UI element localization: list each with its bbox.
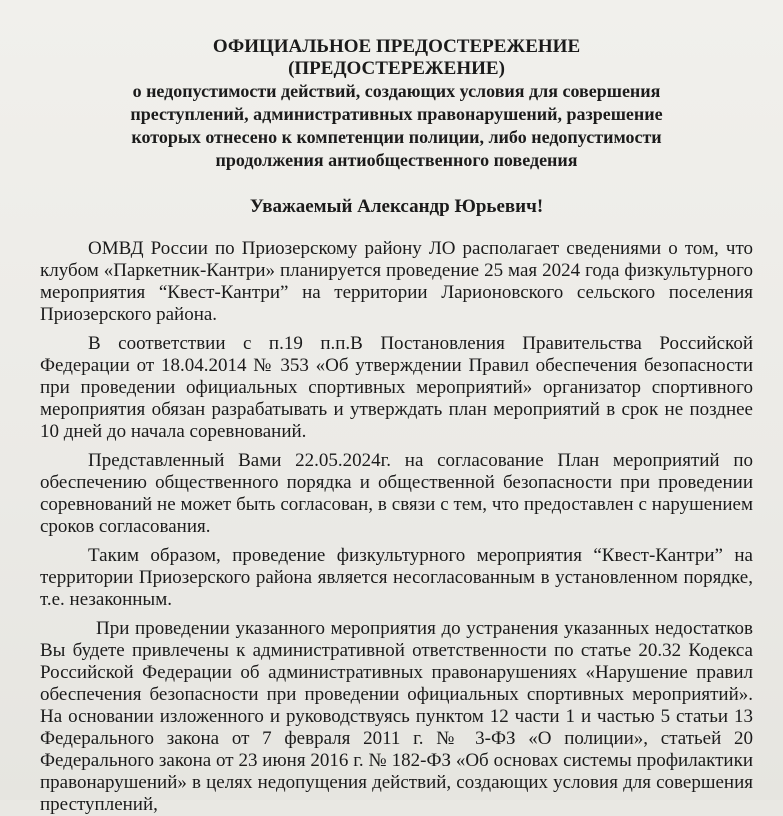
subtitle-line-1: о недопустимости действий, создающих условия для совершения [132, 81, 661, 101]
paragraph-3: Представленный Вами 22.05.2024г. на согласование План мероприятий по обеспечению общественного порядка и общественной безопасности при проведении соревнований не может быть согласован, в связи с тем, что предоставлен с нарушением сроков согласования. [40, 450, 753, 537]
greeting: Уважаемый Александр Юрьевич! [249, 196, 544, 217]
paragraph-5: При проведении указанного мероприятия до устранения указанных недостатков Вы будете привлечены к административной ответственности по статье 20.32 Кодекса Российской Федерации об административных правонарушениях «Нарушение правил обеспечения безопасности при проведении официальных спортивных мероприятий». На основании изложенного и руководствуясь пунктом 12 части 1 и частью 5 статьи 13 Федерального закона от 7 февраля 2011 г. № 3-ФЗ «О полиции», статьей 20 Федерального закона от 23 июня 2016 г. № 182-ФЗ «Об основах системы профилактики правонарушений» в целях недопущения действий, создающих условия для совершения преступлений, [40, 618, 753, 815]
title-line-1: ОФИЦИАЛЬНОЕ ПРЕДОСТЕРЕЖЕНИЕ [212, 36, 581, 57]
subtitle-line-3: которых отнесено к компетенции полиции, либо недопустимости [131, 127, 662, 147]
document-subtitle [40, 80, 753, 172]
document-title [40, 36, 753, 80]
paragraph-1: ОМВД России по Приозерскому району ЛО располагает сведениями о том, что клубом «Паркетник-Кантри» планируется проведение 25 мая 2024 года физкультурного мероприятия “Квест-Кантри” на территории Ларионовского сельского поселения Приозерского района. [40, 238, 753, 325]
subtitle-line-2: преступлений, административных правонарушений, разрешение [130, 104, 663, 124]
paragraph-4: Таким образом, проведение физкультурного мероприятия “Квест-Кантри” на территории Приозерского района является несогласованным в установленном порядке, т.е. незаконным. [40, 545, 753, 610]
paragraph-2: В соответствии с п.19 п.п.В Постановления Правительства Российской Федерации от 18.04.2014 № 353 «Об утверждении Правил обеспечения безопасности при проведении официальных спортивных мероприятий» организатор спортивного мероприятия обязан разрабатывать и утверждать план мероприятий в срок не позднее 10 дней до начала соревнований. [40, 333, 753, 442]
subtitle-line-4: продолжения антиобщественного поведения [215, 150, 578, 170]
title-line-2: (ПРЕДОСТЕРЕЖЕНИЕ) [288, 58, 505, 79]
